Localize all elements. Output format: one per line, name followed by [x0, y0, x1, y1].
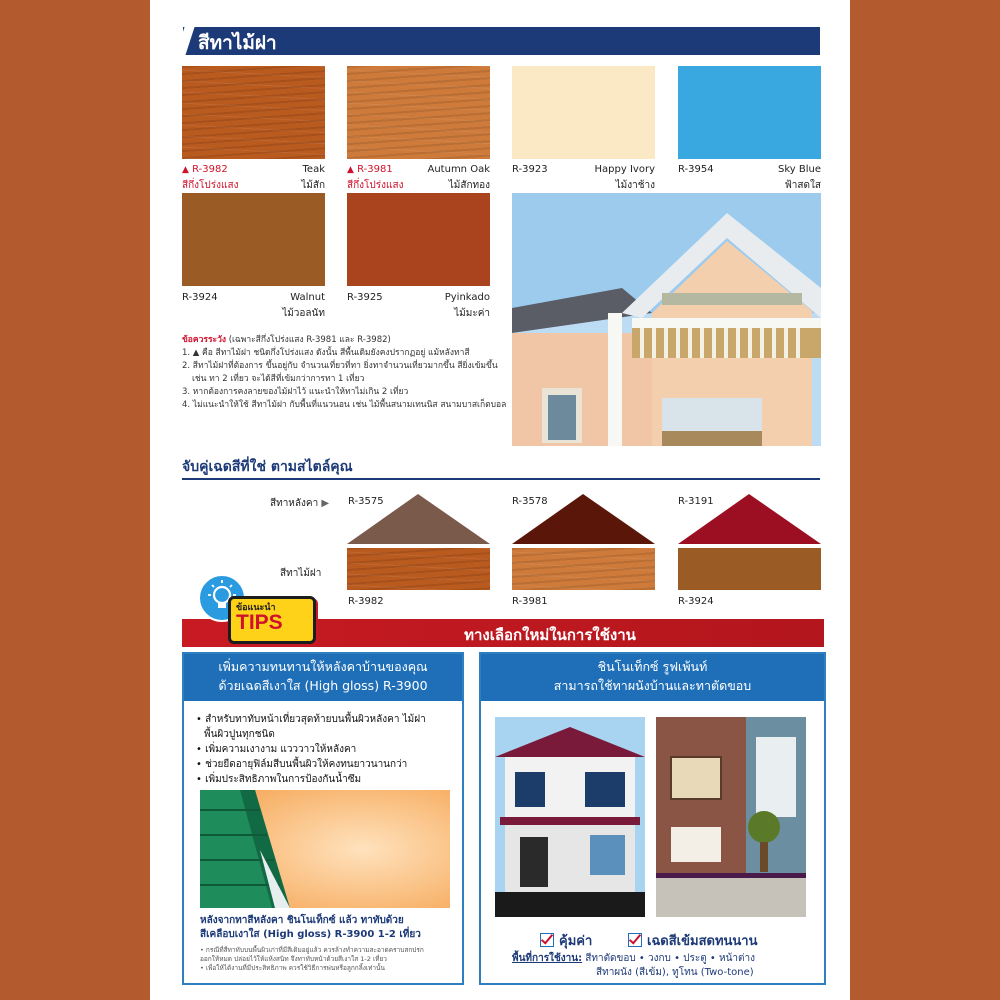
caution-notes — [182, 334, 507, 412]
swatch-thai-name: ไม้วอลนัท — [282, 308, 325, 319]
swatch-thai-name: ไม้มะค่า — [454, 308, 490, 319]
tips-badge-small: ข้อแนะนำ — [236, 603, 276, 613]
tips-badge — [228, 596, 316, 644]
caution-subtitle: (เฉพาะสีกึ่งโปร่งแสง R-3981 และ R-3982) — [226, 335, 391, 345]
high-gloss-caption: หลังจากทาสีหลังคา ชินโนเท็กซ์ แล้ว ทาทับด้วย สีเคลือบเงาใส (High gloss) R-3900 1-2 เที่ยว — [200, 915, 421, 940]
roof-code: R-3575 — [348, 496, 384, 507]
swatch-name: Sky Blue — [777, 164, 821, 175]
swatch-code: R-3954 — [678, 164, 714, 175]
swatch-code: ▲ R-3982 — [182, 164, 228, 175]
swatch-thai-name: ฟ้าสดใส — [784, 180, 821, 191]
roof-swatch-r3578 — [512, 494, 655, 544]
tips-badge-big: TIPS — [236, 611, 283, 634]
tips-bar-title: ทางเลือกใหม่ในการใช้งาน — [464, 626, 636, 644]
caution-title: ข้อควรระวัง — [182, 335, 226, 345]
caution-item: เช่น ทา 2 เที่ยว จะได้สีที่เข้มกว่าการทา 1 เที่ยว — [192, 374, 365, 384]
swatch-type: สีกึ่งโปร่งแสง — [182, 180, 239, 191]
page-title: สีทาไม้ฝา — [198, 32, 277, 54]
high-gloss-fineprint: • กรณีที่สีทาทับบนพื้นผิวเก่าที่มีสีเดิมอยู่แล้ว ควรล้างทำความสะอาดคราบสกปรก ออกให้หมด ปล่อยไว้ให้แห้งสนิท จึงทาทับหน้าด้วยสีเงาใส 1-2 เที่ยว • เพื่อให้ได้งานที่มีประสิทธิภาพ ควรใช้วิธีการพ่นหรือลูกกลิ้งเท่านั้น — [200, 946, 424, 972]
two-tone-house-photo — [495, 717, 645, 917]
swatch-type: สีกึ่งโปร่งแสง — [347, 180, 404, 191]
swatch-code: R-3923 — [512, 164, 548, 175]
caution-item: 4. ไม่แนะนำให้ใช้ สีทาไม้ฝา กับพื้นที่แนวนอน เช่น ไม้พื้นสนามเทนนิส สนามบาสเก็ตบอล — [182, 400, 507, 410]
wall-code: R-3981 — [512, 596, 548, 607]
check-color: เฉดสีเข้มสดทนนาน — [628, 930, 757, 951]
match-section-title: จับคู่เฉดสีที่ใช่ ตามสไตล์คุณ — [182, 459, 353, 475]
swatch-r3954 — [678, 66, 821, 159]
bullet-item: • เพิ่มประสิทธิภาพในการป้องกันน้ำซึม — [196, 774, 362, 785]
roof-swatch-r3191 — [678, 494, 821, 544]
roof-swatch-r3575 — [347, 494, 490, 544]
bullet-item: • ช่วยยืดอายุฟิล์มสีบนพื้นผิวให้คงทนยาวนานกว่า — [196, 759, 408, 770]
divider — [182, 478, 820, 480]
roof-code: R-3191 — [678, 496, 714, 507]
swatch-r3924 — [182, 193, 325, 286]
swatch-r3923 — [512, 66, 655, 159]
swatch-code: R-3924 — [182, 292, 218, 303]
swatch-thai-name: ไม้สักทอง — [448, 180, 490, 191]
high-gloss-bullets — [196, 712, 454, 787]
swatch-code: R-3925 — [347, 292, 383, 303]
swatch-thai-name: ไม้สัก — [301, 180, 325, 191]
wall-paint-label: สีทาไม้ฝา — [280, 568, 322, 579]
roof-paint-header: ชินโนเท็กซ์ รูฟเพ้นท์ สามารถใช้ทาผนังบ้านและทาตัดขอบ — [481, 654, 824, 701]
check-icon — [540, 933, 554, 947]
roof-code: R-3578 — [512, 496, 548, 507]
wall-swatch-r3982 — [347, 548, 490, 590]
interior-wall-photo — [656, 717, 806, 917]
caution-item: 2. สีทาไม้ฝาที่ต้องการ ขึ้นอยู่กับ จำนวนเที่ยวที่ทา ยิ่งทาจำนวนเที่ยวมากขึ้น สียิ่งเข้มขึ้น — [182, 361, 498, 371]
swatch-name: Walnut — [290, 292, 325, 303]
swatch-r3925 — [347, 193, 490, 286]
caution-item: 1. ▲ คือ สีทาไม้ฝา ชนิดกึ่งโปร่งแสง ดังนั้น สีพื้นเดิมยังคงปรากฏอยู่ แม้หลังทาสี — [182, 348, 470, 358]
bullet-item: พื้นผิวปูนทุกชนิด — [204, 729, 275, 740]
swatch-r3982 — [182, 66, 325, 159]
swatch-r3981 — [347, 66, 490, 159]
check-value: คุ้มค่า — [540, 930, 592, 951]
check-icon — [628, 933, 642, 947]
section-header-bar — [183, 27, 820, 55]
high-gloss-header: เพิ่มความทนทานให้หลังคาบ้านของคุณ ด้วยเฉดสีเงาใส (High gloss) R-3900 — [184, 654, 462, 701]
swatch-name: Teak — [302, 164, 325, 175]
caution-item: 3. หากต้องการคงลายของไม้ฝาไว้ แนะนำให้ทาไม่เกิน 2 เที่ยว — [182, 387, 409, 397]
bullet-item: • สำหรับทาทับหน้าเที่ยวสุดท้ายบนพื้นผิวหลังคา ไม้ฝา — [196, 714, 426, 725]
house-photo — [512, 193, 821, 446]
wall-code: R-3982 — [348, 596, 384, 607]
wall-swatch-r3924 — [678, 548, 821, 590]
wall-code: R-3924 — [678, 596, 714, 607]
swatch-code: ▲ R-3981 — [347, 164, 393, 175]
swatch-thai-name: ไม้งาช้าง — [615, 180, 655, 191]
swatch-name: Pyinkado — [444, 292, 490, 303]
bullet-item: • เพิ่มความเงางาม แวววาวให้หลังคา — [196, 744, 357, 755]
swatch-name: Autumn Oak — [427, 164, 490, 175]
roof-gloss-photo — [200, 790, 450, 908]
wall-swatch-r3981 — [512, 548, 655, 590]
usage-area: พื้นที่การใช้งาน: สีทาตัดขอบ • วงกบ • ประตู • หน้าต่าง สีทาผนัง (สีเข้ม), ทูโทน (Two-tone) — [512, 953, 756, 978]
swatch-name: Happy Ivory — [594, 164, 655, 175]
roof-paint-label: สีทาหลังคา ▶ — [270, 498, 330, 509]
